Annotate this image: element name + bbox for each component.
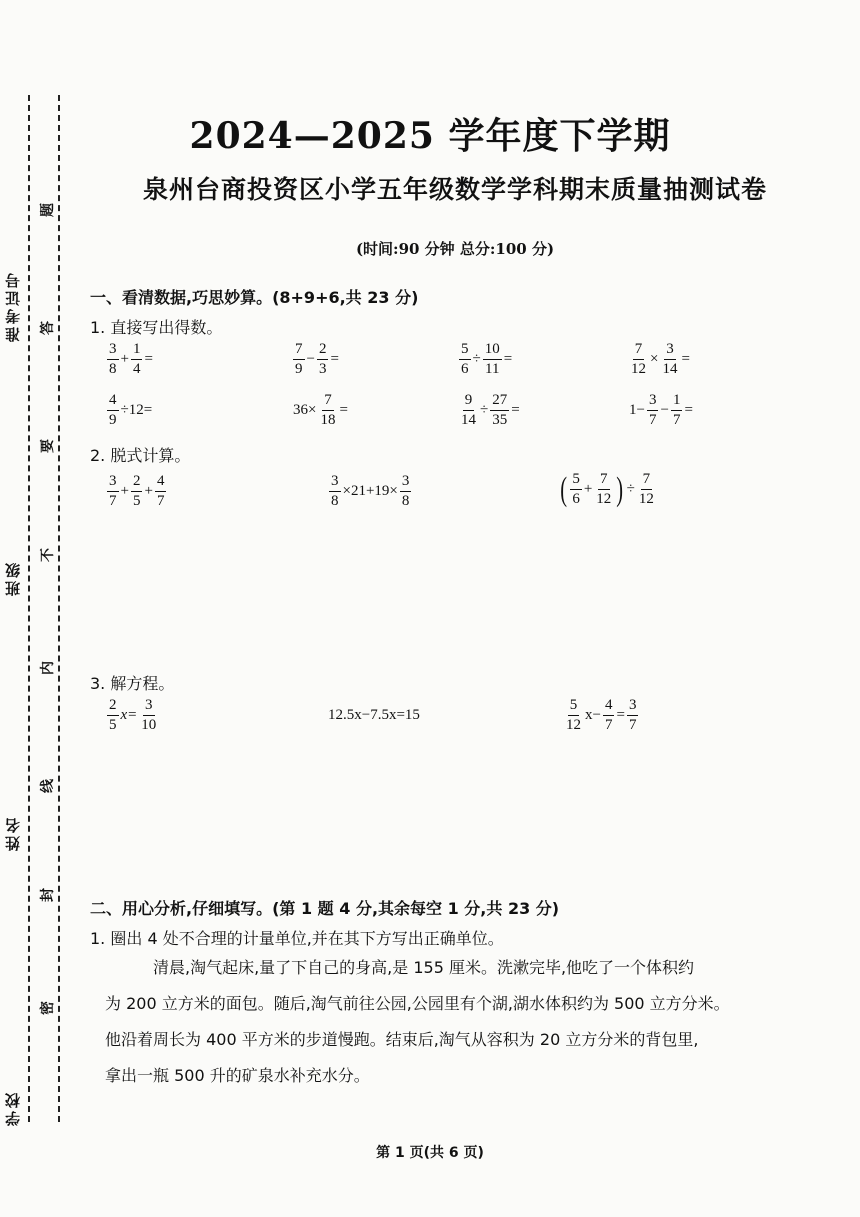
seal-char: 内	[40, 661, 56, 675]
seal-char: 不	[40, 548, 56, 562]
fraction: $\frac{3}{14}$	[662, 341, 678, 377]
paragraph-line: 为 200 立方米的面包。随后,淘气前往公园,公园里有个湖,湖水体积约为 500 立方分米。	[105, 994, 730, 1013]
q3-label: 3. 解方程。	[90, 674, 175, 693]
page-number: 第 1 页(共 6 页)	[376, 1145, 484, 1161]
school-field-label: 学校	[4, 1090, 22, 1126]
fraction: $\frac{7}{12}$	[596, 471, 612, 507]
fraction: $\frac{1}{7}$	[672, 392, 681, 428]
fraction: $\frac{2}{5}$	[132, 473, 141, 509]
s2-q1-label: 1. 圈出 4 处不合理的计量单位,并在其下方写出正确单位。	[90, 929, 504, 948]
fraction: $\frac{5}{6}$	[572, 471, 580, 507]
section2-heading: 二、用心分析,仔细填写。(第 1 题 4 分,其余每空 1 分,共 23 分)	[90, 899, 560, 918]
fraction: $\frac{7}{12}$	[631, 341, 646, 377]
q2-label: 2. 脱式计算。	[90, 446, 191, 465]
fraction: $\frac{3}{7}$	[628, 697, 637, 733]
fraction: $\frac{2}{5}$	[109, 697, 117, 733]
seal-char: 答	[40, 321, 56, 335]
q1-expr-5: $\frac{4}{9}$ ÷12=	[109, 392, 153, 428]
exam-year-title: 2024—2025 学年度下学期	[189, 115, 671, 157]
fraction: $\frac{3}{8}$	[109, 341, 117, 377]
fraction: $\frac{4}{9}$	[109, 392, 117, 428]
fraction: $\frac{5}{12}$	[566, 697, 581, 733]
q3-expr-2: 12.5x−7.5x=15	[328, 707, 420, 723]
s2-q1-paragraph	[105, 950, 825, 1094]
q1-label: 1. 直接写出得数。	[90, 318, 223, 337]
q2-expr-1: $\frac{3}{7}$ + $\frac{2}{5}$ + $\frac{4}{7}$	[109, 473, 165, 509]
q3-expr-1: $\frac{2}{5}$ x= $\frac{3}{10}$	[109, 697, 157, 733]
paragraph-line: 拿出一瓶 500 升的矿泉水补充水分。	[105, 1066, 370, 1085]
paragraph-line: 他沿着周长为 400 平方米的步道慢跑。结束后,淘气从容积为 20 立方分米的背包里,	[105, 1030, 699, 1049]
exam-time-info: (时间:90 分钟 总分:100 分)	[355, 240, 555, 258]
fraction: $\frac{7}{9}$	[295, 341, 303, 377]
q1-expr-8: 1− $\frac{3}{7}$ − $\frac{1}{7}$ =	[629, 392, 693, 428]
q1-expr-3: $\frac{5}{6}$ ÷ $\frac{10}{11}$ =	[461, 341, 513, 377]
exam-id-field-label: 准考证号	[4, 270, 22, 342]
name-field-label: 姓名	[4, 815, 22, 851]
q1-expr-2: $\frac{7}{9}$ − $\frac{2}{3}$ =	[295, 341, 339, 377]
seal-char: 线	[40, 779, 56, 793]
fraction: $\frac{7}{12}$	[638, 471, 654, 507]
binding-line-outer	[28, 95, 30, 1122]
seal-char: 要	[40, 439, 56, 453]
fraction: $\frac{3}{8}$	[401, 473, 410, 509]
q2-expr-3: ( $\frac{5}{6}$ + $\frac{7}{12}$ ) ÷ $\frac{7}{12}$	[560, 470, 654, 508]
seal-char: 封	[40, 888, 56, 902]
exam-subtitle: 泉州台商投资区小学五年级数学学科期末质量抽测试卷	[142, 175, 767, 204]
section1-heading: 一、看清数据,巧思妙算。(8+9+6,共 23 分)	[90, 288, 419, 307]
q1-expr-6: 36× $\frac{7}{18}$ =	[293, 392, 348, 428]
q1-expr-7: $\frac{9}{14}$ ÷ $\frac{27}{35}$ =	[461, 392, 520, 428]
fraction: $\frac{3}{7}$	[109, 473, 117, 509]
fraction: $\frac{9}{14}$	[461, 392, 476, 428]
q1-expr-4: $\frac{7}{12}$ × $\frac{3}{14}$ =	[631, 341, 690, 377]
fraction: $\frac{3}{7}$	[648, 392, 657, 428]
class-field-label: 班级	[4, 560, 22, 596]
paragraph-line: 清晨,淘气起床,量了下自己的身高,是 155 厘米。洗漱完毕,他吃了一个体积约	[153, 958, 695, 977]
seal-char: 题	[40, 203, 56, 217]
q2-expr-2: $\frac{3}{8}$ ×21+19× $\frac{3}{8}$	[331, 473, 410, 509]
q1-expr-1: $\frac{3}{8}$ + $\frac{1}{4}$ =	[109, 341, 153, 377]
fraction: $\frac{10}{11}$	[484, 341, 500, 377]
fraction: $\frac{4}{7}$	[604, 697, 613, 733]
fraction: $\frac{5}{6}$	[461, 341, 469, 377]
fraction: $\frac{1}{4}$	[132, 341, 141, 377]
seal-char: 密	[40, 1001, 56, 1015]
fraction: $\frac{7}{18}$	[320, 392, 336, 428]
q3-expr-3: $\frac{5}{12}$ x− $\frac{4}{7}$ = $\frac{3}{7}$	[566, 697, 637, 733]
fraction: $\frac{27}{35}$	[492, 392, 508, 428]
fraction: $\frac{3}{8}$	[331, 473, 339, 509]
fraction: $\frac{3}{10}$	[141, 697, 157, 733]
fraction: $\frac{2}{3}$	[318, 341, 327, 377]
fraction: $\frac{4}{7}$	[156, 473, 165, 509]
